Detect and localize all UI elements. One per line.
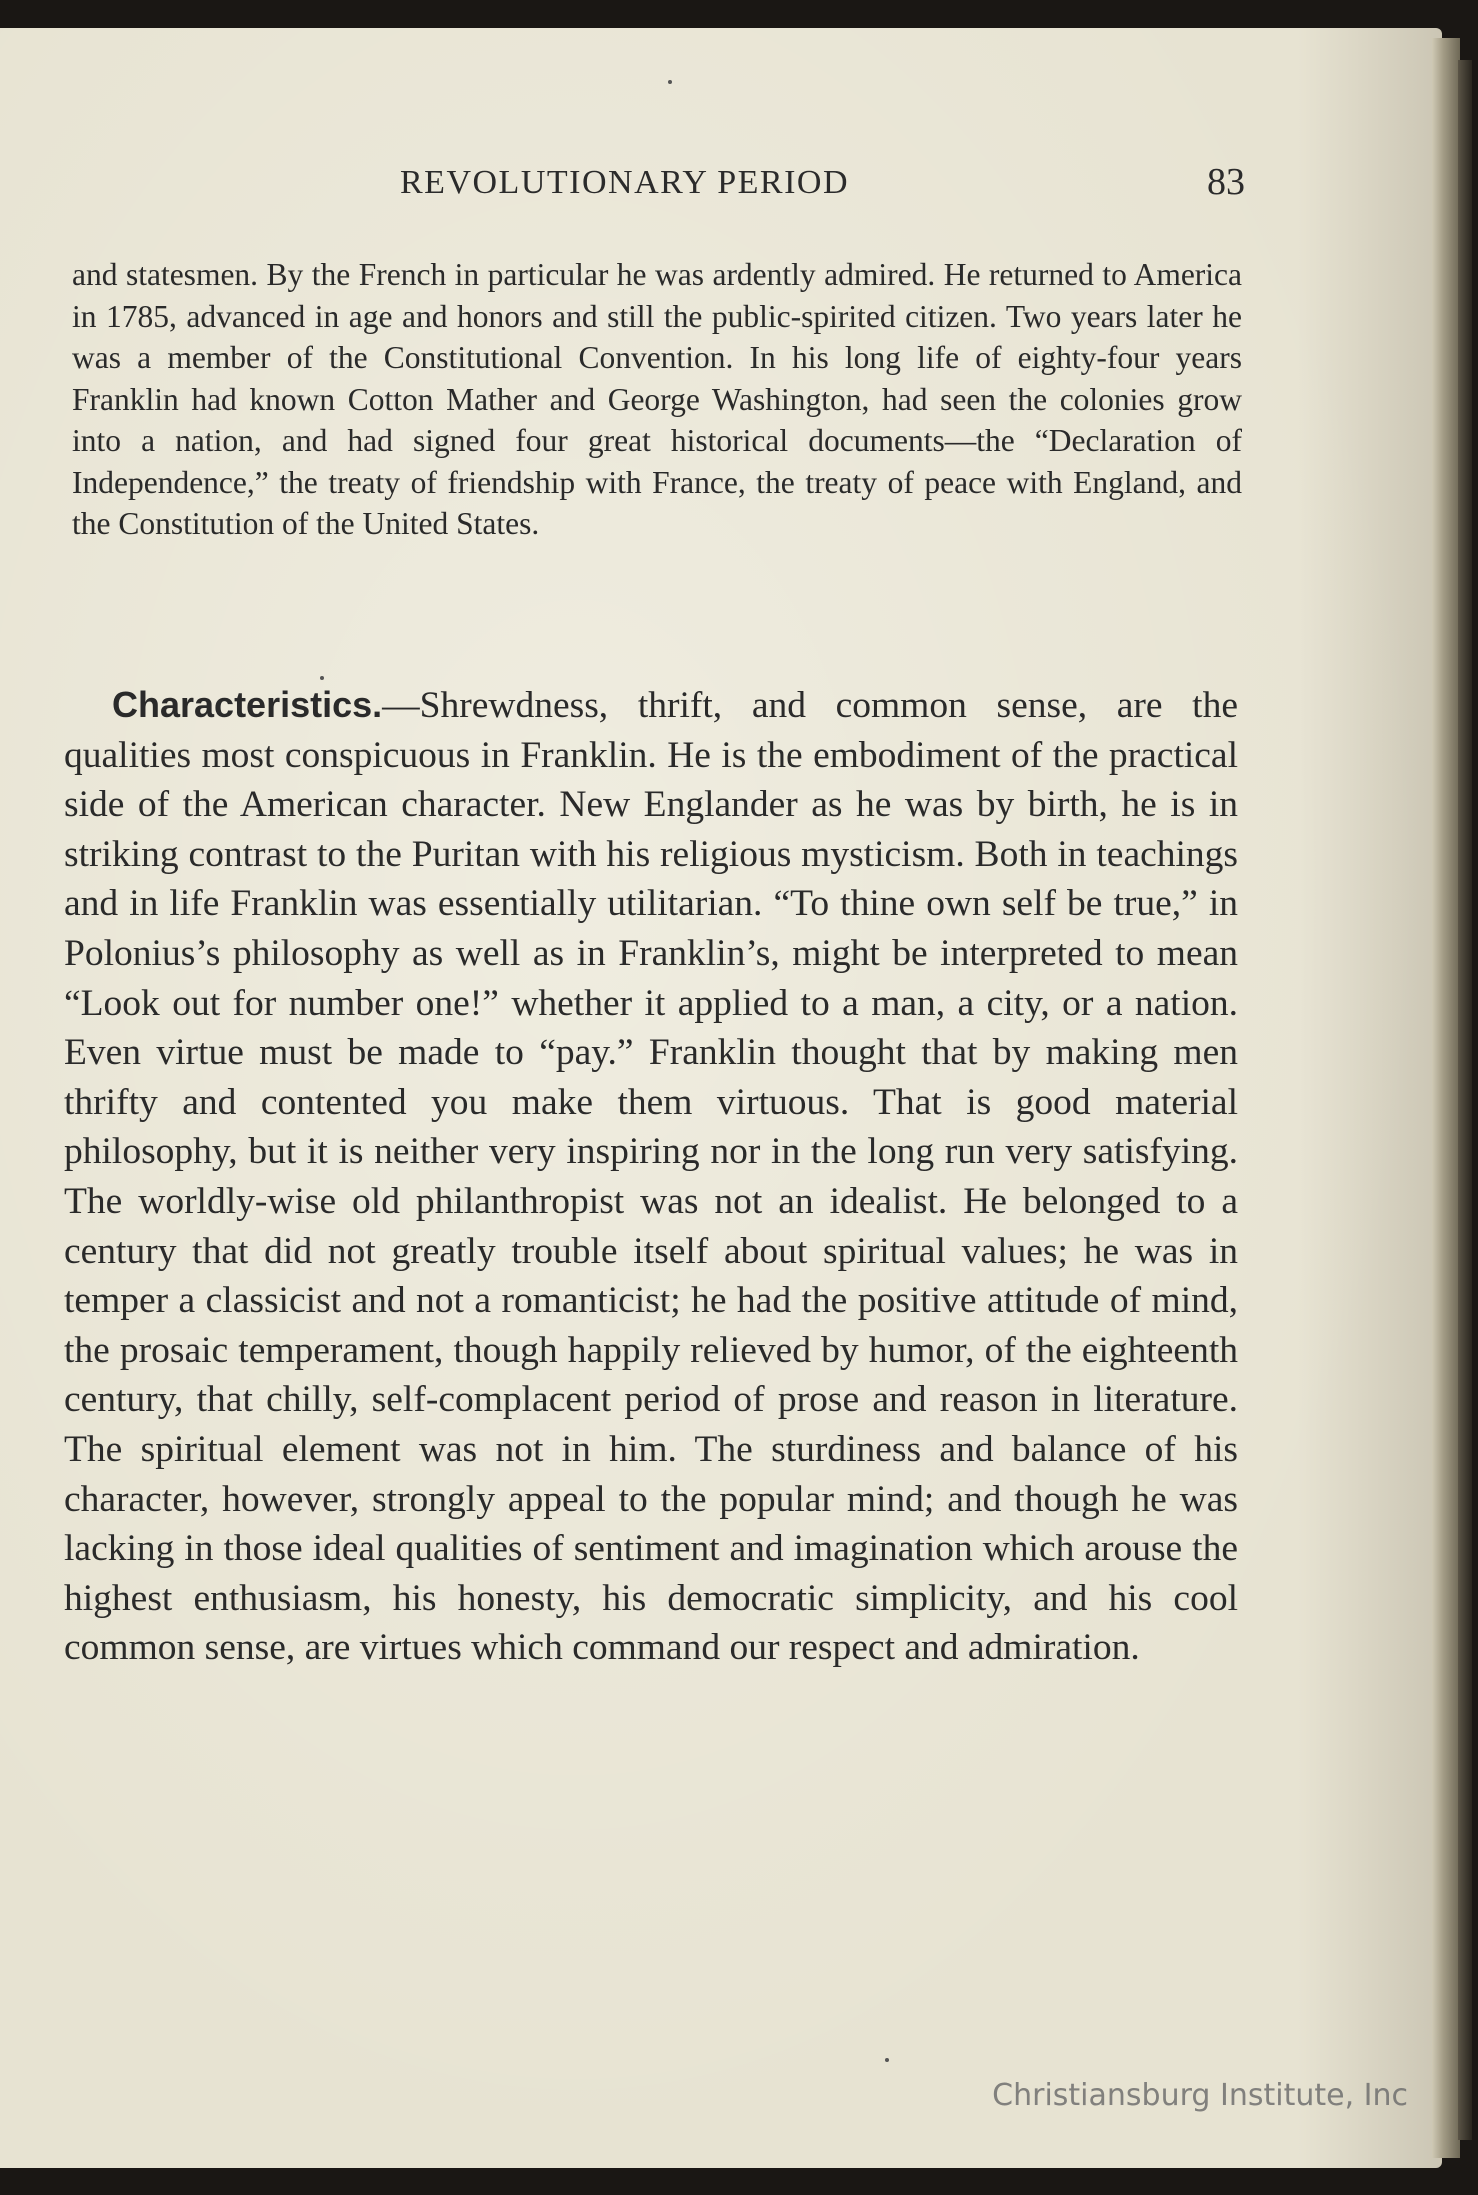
page-number: 83 [1207, 161, 1245, 203]
print-speck [885, 2058, 889, 2062]
binding-shadow [1458, 60, 1472, 2140]
watermark: Christiansburg Institute, Inc [992, 2078, 1408, 2113]
paper-page [0, 28, 1442, 2168]
paragraph-continued: and statesmen. By the French in particular he was ardently admired. He returned to America in 1785, advanced in age and honors and still the public-spirited citizen. Two years later he was a member of the Constitutional Convention. In his long life of eighty-four years Franklin had known Cotton Mather and George Washington, had seen the colonies grow into a nation, and had signed four great historical documents—the “Declaration of Independence,” the treaty of friendship with France, the treaty of peace with England, and the Constitution of the United States. [72, 257, 1242, 541]
paragraph-characteristics-text: —Shrewdness, thrift, and common sense, are the qualities most conspicuous in Franklin. He is the embodiment of the practical side of the American character. New Englander as he was by birth, he is in striking contrast to the Puritan with his religious mysticism. Both in teachings and in life Franklin was essentially utilitarian. “To thine own self be true,” in Polonius’s philosophy as well as in Franklin’s, might be interpreted to mean “Look out for number one!” whether it applied to a man, a city, or a nation. Even virtue must be made to “pay.” Franklin thought that by making men thrifty and contented you make them virtuous. That is good material philosophy, but it is neither very inspiring nor in the long run very satisfying. The worldly-wise old philanthropist was not an idealist. He belonged to a century that did not greatly trouble itself about spiritual values; he was in temper a classicist and not a romanticist; he had the positive attitude of mind, the prosaic temperament, though happily relieved by humor, of the eighteenth century, that chilly, self-complacent period of prose and reason in literature. The spiritual element was not in him. The sturdiness and balance of his character, however, strongly appeal to the popular mind; and though he was lacking in those ideal qualities of sentiment and imagination which arouse the highest enthusiasm, his honesty, his democratic simplicity, and his cool common sense, are virtues which command our respect and admiration. [64, 685, 1238, 1669]
page-header [70, 160, 1245, 220]
running-head: REVOLUTIONARY PERIOD [400, 164, 850, 201]
page-edge [1432, 38, 1460, 2158]
print-speck [668, 80, 672, 84]
paragraph-characteristics [64, 680, 1238, 1673]
print-speck [320, 676, 324, 680]
section-heading: Characteristics. [112, 684, 383, 725]
